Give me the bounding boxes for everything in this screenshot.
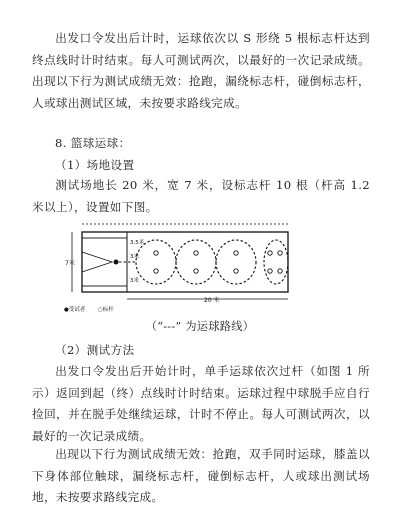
- length-label: 20 米: [204, 297, 220, 304]
- spacing-label-2: 3米: [130, 254, 139, 260]
- subheading-test-method: （2）测试方法: [55, 343, 135, 357]
- section-heading-basketball: 8. 篮球运球：: [55, 136, 131, 150]
- width-label: 7米: [65, 260, 75, 267]
- spacing-label-3: 3米: [130, 278, 139, 284]
- paragraph-snake-rules: 出发口令发出后计时，运球依次以 S 形绕 5 根标志杆达到终点线时计时结束。每人可测试两次，以最好的一次记录成绩。出现以下行为测试成绩无效：抢跑，漏绕标志杆，碰倒标志杆，人或球出测试区域，未按要求路线完成。: [32, 31, 370, 110]
- legend-pole: ○标杆: [98, 307, 114, 312]
- dribble-route: [119, 240, 288, 284]
- paragraph-test-method: 出发口令发出后开始计时，单手运球依次过杆（如图 1 所示）返回到起（终）点线时计时结束。运球过程中球脱手应自行捡回，并在脱手处继续运球，计时不停止。每人可测试两次，以最好的一次记录成绩。: [32, 364, 370, 443]
- subject-marker: [114, 260, 119, 265]
- pole-markers: [154, 251, 282, 273]
- paragraph-invalid-results: 出现以下行为测试成绩无效：抢跑，双手同时运球，膝盖以下身体部位触球，漏绕标志杆，碰倒标志杆，人或球出测试场地，未按要求路线完成。: [32, 447, 370, 505]
- legend-subject: ●受试者: [64, 307, 86, 312]
- court-diagram: [64, 220, 304, 312]
- paragraph-site-setup: 测试场地长 20 米，宽 7 米，设标志杆 10 根（杆高 1.2 米以上），设置如下图。: [32, 178, 370, 214]
- spacing-label-1: 3.5米: [130, 240, 145, 246]
- start-funnel: [82, 252, 112, 272]
- figure-caption: （“---” 为运球路线）: [145, 320, 255, 333]
- subheading-site-setup: （1）场地设置: [55, 158, 135, 172]
